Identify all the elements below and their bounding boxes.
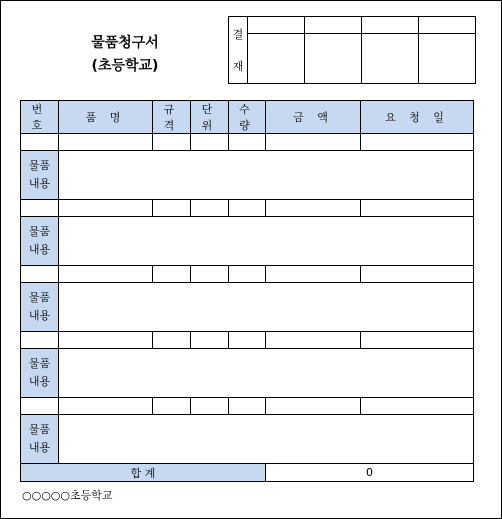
header-amount: 금 액 [266, 101, 361, 134]
spec-cell[interactable] [153, 134, 191, 151]
item-name-cell[interactable] [59, 266, 153, 283]
amount-cell[interactable] [266, 266, 361, 283]
quantity-cell[interactable] [229, 332, 266, 349]
spec-cell[interactable] [153, 398, 191, 415]
item-name-cell[interactable] [59, 332, 153, 349]
quantity-cell[interactable] [229, 200, 266, 217]
item-detail-content[interactable] [59, 217, 474, 266]
item-label-top: 물품 [28, 159, 51, 172]
approval-title-cell[interactable] [419, 17, 476, 34]
document-title: 물품청구서 [91, 35, 159, 51]
item-detail-row [21, 217, 474, 266]
item-detail-row [21, 349, 474, 398]
item-name-cell[interactable] [59, 200, 153, 217]
item-label-bottom: 내용 [28, 375, 51, 388]
document-title-block [60, 32, 190, 78]
item-row [21, 134, 474, 151]
item-detail-row [21, 283, 474, 332]
approval-label-2: 재 [232, 60, 244, 73]
unit-cell[interactable] [191, 266, 229, 283]
item-label-top: 물품 [28, 357, 51, 370]
item-label-bottom: 내용 [28, 243, 51, 256]
school-name: ○○○○○초등학교 [22, 489, 113, 502]
approval-title-cell[interactable] [362, 17, 419, 34]
approval-title-cell[interactable] [248, 17, 305, 34]
item-detail-row [21, 415, 474, 464]
item-row [21, 266, 474, 283]
item-detail-content[interactable] [59, 283, 474, 332]
request-date-cell[interactable] [361, 266, 474, 283]
total-label: 합 계 [21, 464, 266, 482]
approval-sign-cell[interactable] [419, 34, 476, 84]
table-header-row [21, 101, 474, 134]
item-name-cell[interactable] [59, 398, 153, 415]
header-number: 번 호 [21, 101, 59, 134]
item-row [21, 332, 474, 349]
request-table [20, 100, 474, 482]
number-cell[interactable] [21, 398, 59, 415]
item-detail-content[interactable] [59, 349, 474, 398]
request-date-cell[interactable] [361, 134, 474, 151]
spec-cell[interactable] [153, 332, 191, 349]
item-label-bottom: 내용 [28, 177, 51, 190]
number-cell[interactable] [21, 200, 59, 217]
item-label-bottom: 내용 [28, 441, 51, 454]
item-row [21, 200, 474, 217]
item-detail-label [21, 217, 59, 266]
number-cell[interactable] [21, 266, 59, 283]
header-request-date: 요 청 일 [361, 101, 474, 134]
unit-cell[interactable] [191, 398, 229, 415]
item-label-bottom: 내용 [28, 309, 51, 322]
item-detail-label [21, 283, 59, 332]
item-name-cell[interactable] [59, 134, 153, 151]
number-cell[interactable] [21, 134, 59, 151]
spec-cell[interactable] [153, 200, 191, 217]
document-subtitle: (초등학교) [91, 58, 159, 74]
quantity-cell[interactable] [229, 398, 266, 415]
item-detail-label [21, 415, 59, 464]
item-detail-label [21, 349, 59, 398]
unit-cell[interactable] [191, 134, 229, 151]
item-detail-content[interactable] [59, 151, 474, 200]
approval-title-cell[interactable] [305, 17, 362, 34]
approval-box [228, 16, 476, 84]
item-detail-label [21, 151, 59, 200]
approval-sign-cell[interactable] [305, 34, 362, 84]
amount-cell[interactable] [266, 134, 361, 151]
total-row [21, 464, 474, 482]
request-date-cell[interactable] [361, 200, 474, 217]
item-label-top: 물품 [28, 291, 51, 304]
item-label-top: 물품 [28, 423, 51, 436]
item-label-top: 물품 [28, 225, 51, 238]
header-item-name: 품 명 [59, 101, 153, 134]
approval-sign-cell[interactable] [362, 34, 419, 84]
total-value[interactable]: 0 [266, 464, 474, 482]
item-detail-content[interactable] [59, 415, 474, 464]
unit-cell[interactable] [191, 200, 229, 217]
approval-sign-cell[interactable] [248, 34, 305, 84]
request-date-cell[interactable] [361, 398, 474, 415]
unit-cell[interactable] [191, 332, 229, 349]
request-date-cell[interactable] [361, 332, 474, 349]
item-detail-row [21, 151, 474, 200]
header-spec: 규 격 [153, 101, 191, 134]
amount-cell[interactable] [266, 332, 361, 349]
approval-label-cell [229, 17, 248, 84]
quantity-cell[interactable] [229, 134, 266, 151]
spec-cell[interactable] [153, 266, 191, 283]
number-cell[interactable] [21, 332, 59, 349]
header-unit: 단 위 [191, 101, 229, 134]
quantity-cell[interactable] [229, 266, 266, 283]
amount-cell[interactable] [266, 200, 361, 217]
approval-label-1: 결 [232, 28, 244, 41]
amount-cell[interactable] [266, 398, 361, 415]
item-row [21, 398, 474, 415]
header-quantity: 수 량 [229, 101, 266, 134]
